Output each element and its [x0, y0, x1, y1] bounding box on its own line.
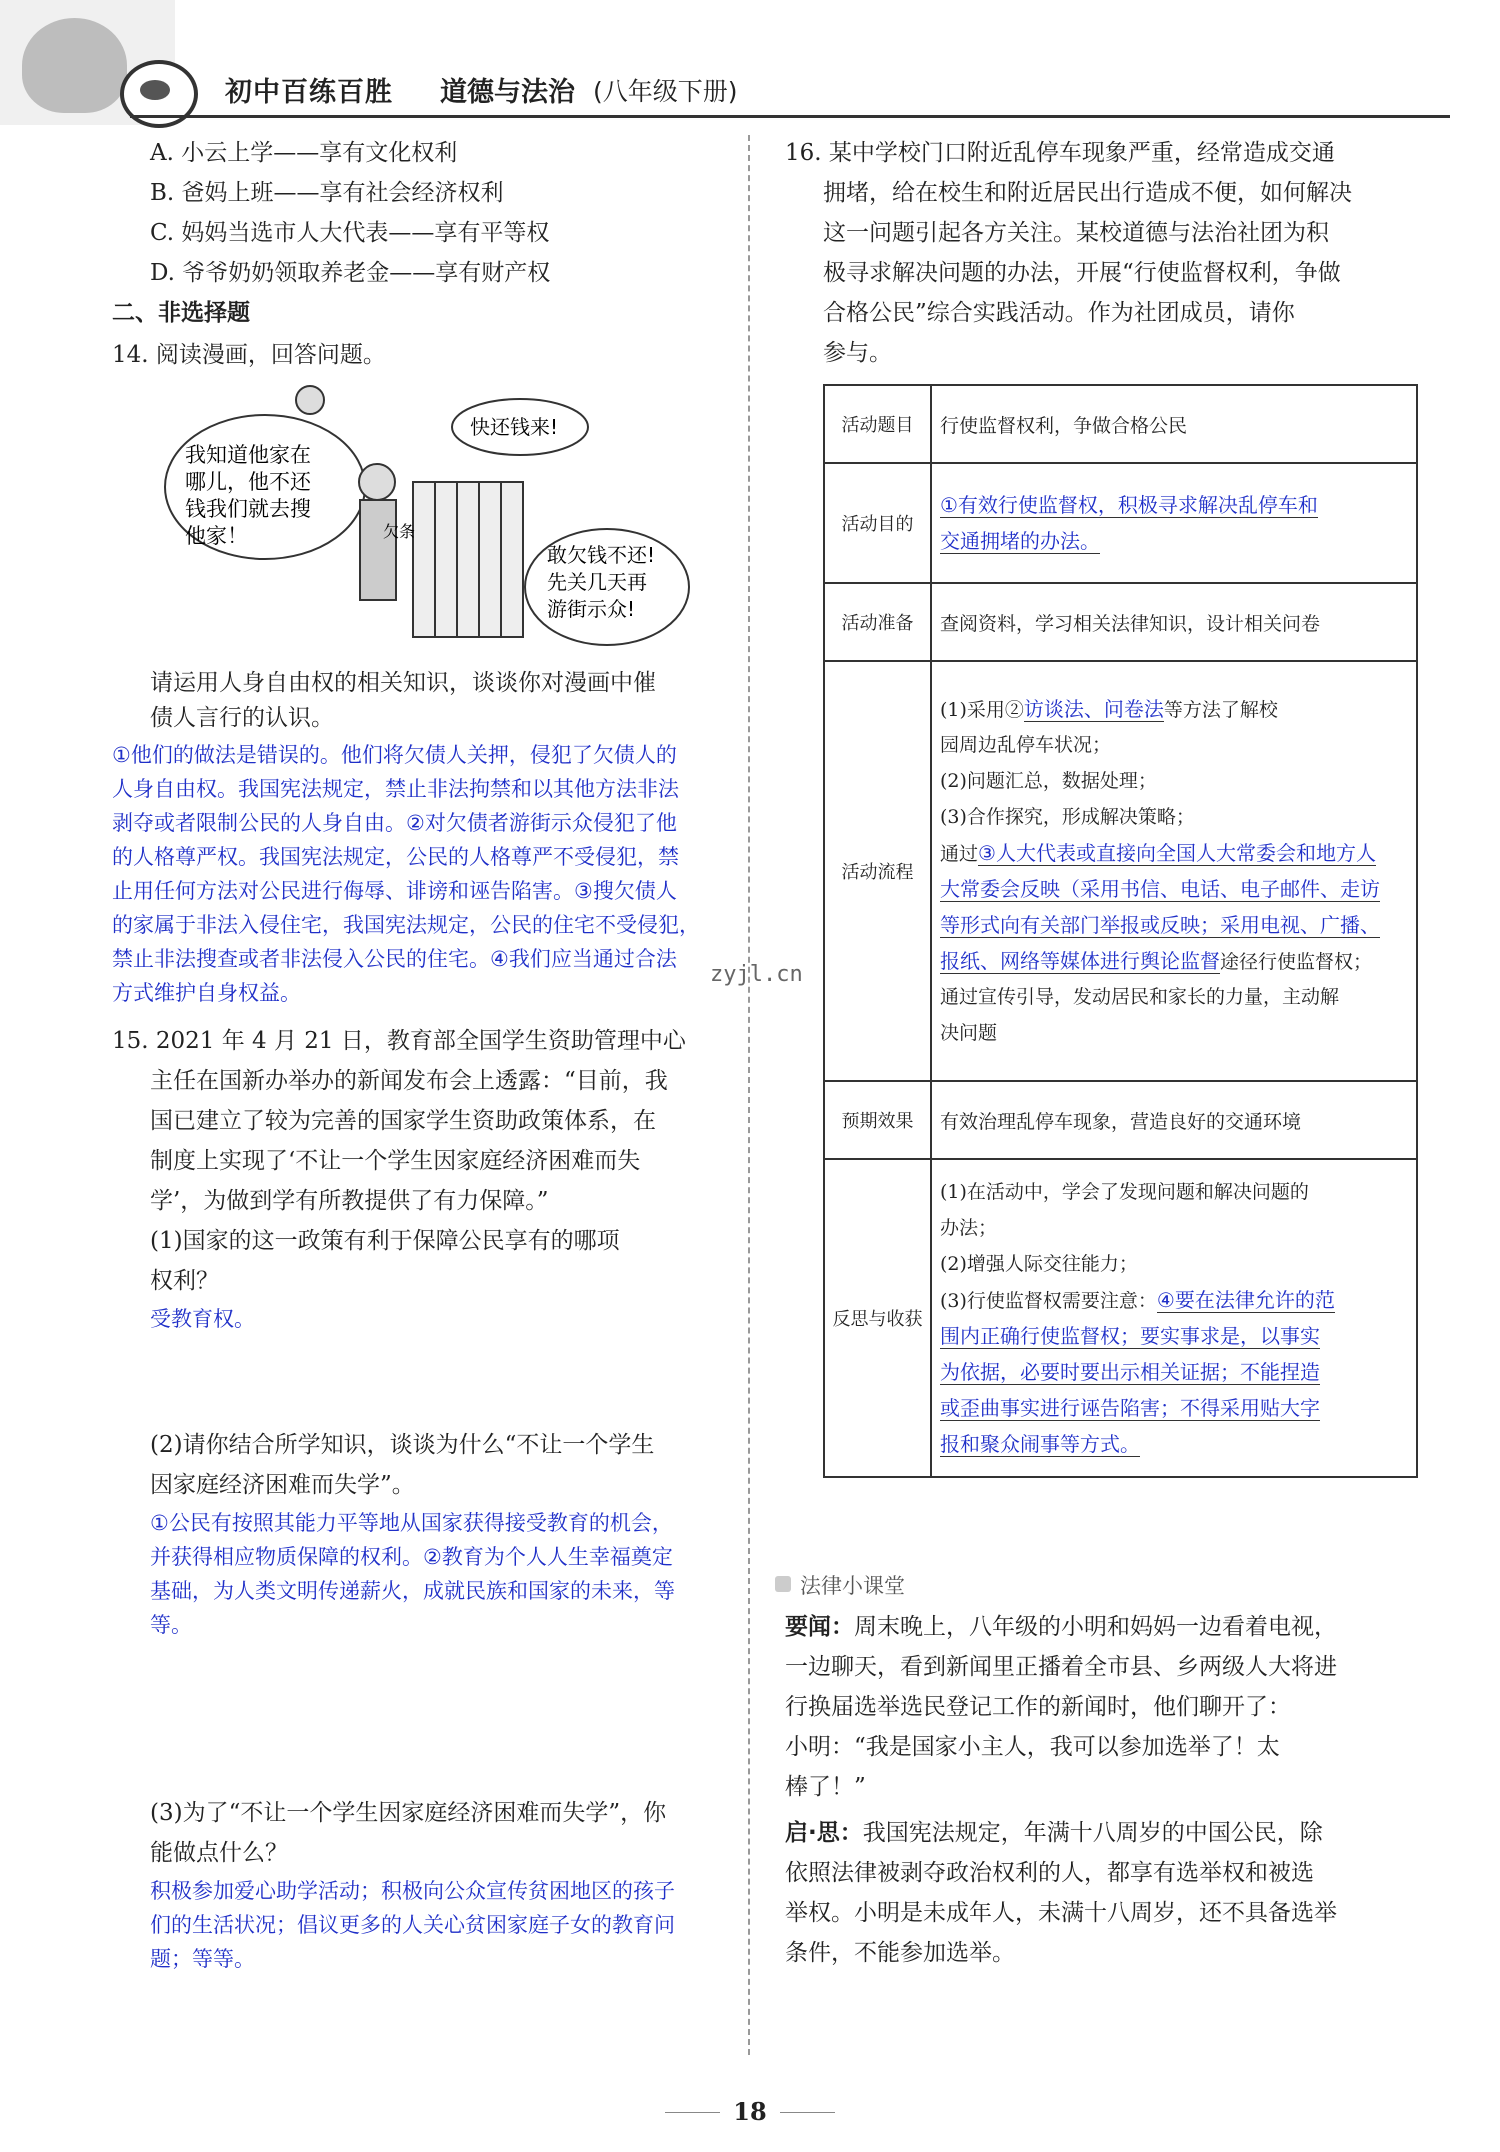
think-line: 条件，不能参加选举。	[785, 1940, 1015, 1966]
q14-answer-line: 止用任何方法对公民进行侮辱、诽谤和诬告陷害。③搜欠债人	[112, 879, 677, 903]
cage	[413, 482, 523, 637]
think-label: 启·思：	[785, 1820, 863, 1846]
cartoon-illustration	[155, 382, 695, 657]
q15-answer2-line: 并获得相应物质保障的权利。②教育为个人人生幸福奠定	[150, 1545, 673, 1569]
row-key: 活动目的	[824, 463, 931, 583]
grade-label: (八年级下册)	[593, 77, 738, 106]
q15-sub1-line: 权利？	[150, 1268, 219, 1294]
q15-answer3-line: 积极参加爱心助学活动；积极向公众宣传贫困地区的孩子	[150, 1879, 675, 1903]
answer-text: 或歪曲事实进行诬告陷害；不得采用贴大字	[940, 1396, 1320, 1420]
row-value	[931, 463, 1417, 583]
think-text: 我国宪法规定，年满十八周岁的中国公民，除	[862, 1820, 1323, 1846]
cell-text: (2)增强人际交往能力；	[940, 1253, 1138, 1275]
news-label: 要闻：	[785, 1614, 854, 1640]
table-row	[824, 463, 1417, 583]
think-line: 举权。小明是未成年人，未满十八周岁，还不具备选举	[785, 1900, 1337, 1926]
student-illustration	[22, 18, 127, 113]
cell-text: (1)在活动中，学会了发现问题和解决问题的	[940, 1181, 1309, 1203]
cell-text: 通过	[940, 843, 979, 865]
news-line	[785, 1612, 1337, 1642]
q16-stem-line: 拥堵，给在校生和附近居民出行造成不便，如何解决	[823, 180, 1352, 206]
subject-title: 道德与法治	[440, 77, 575, 108]
bubble1-line: 哪儿，他不还	[185, 470, 311, 494]
q14-answer-line: 方式维护自身权益。	[112, 981, 301, 1005]
q15-stem-line: 国已建立了较为完善的国家学生资助政策体系，在	[150, 1108, 656, 1134]
q15-sub2-line: (2)请你结合所学知识，谈谈为什么“不让一个学生	[150, 1432, 655, 1458]
q15-sub2-line: 因家庭经济困难而失学”。	[150, 1472, 415, 1498]
page-number: 18	[720, 2092, 780, 2132]
q15-answer3-line: 们的生活状况；倡议更多的人关心贫困家庭子女的教育问	[150, 1913, 675, 1937]
row-value: 有效治理乱停车现象，营造良好的交通环境	[931, 1081, 1417, 1159]
news-line: 小明：“我是国家小主人，我可以参加选举了！太	[785, 1734, 1280, 1760]
answer-text: 访谈法、问卷法	[1023, 697, 1164, 721]
q15-sub3-line: 能做点什么？	[150, 1840, 288, 1866]
answer-text: 报纸、网络等媒体进行舆论监督	[940, 949, 1220, 973]
answer-text: ①有效行使监督权，积极寻求解决乱停车和	[940, 493, 1318, 517]
bubble3-line: 游街示众!	[547, 597, 636, 621]
table-row	[824, 661, 1417, 1081]
cell-text: (2)问题汇总，数据处理；	[940, 770, 1157, 792]
q15-answer1: 受教育权。	[150, 1307, 255, 1331]
q15-answer3-line: 题；等等。	[150, 1947, 255, 1971]
q14-answer-line: 人身自由权。我国宪法规定，禁止非法拘禁和以其他方法非法	[112, 777, 679, 801]
row-value: 行使监督权利，争做合格公民	[931, 385, 1417, 463]
news-text: 周末晚上，八年级的小明和妈妈一边看着电视，	[854, 1614, 1337, 1640]
q15-stem-line: 制度上实现了‘不让一个学生因家庭经济困难而失	[150, 1148, 641, 1174]
section-heading: 二、非选择题	[112, 300, 250, 326]
table-row	[824, 1159, 1417, 1477]
header-rule	[130, 115, 1450, 118]
handcuffs-icon	[296, 386, 324, 414]
think-line	[785, 1818, 1323, 1848]
book-logo-center	[140, 80, 170, 100]
q16-stem-line: 合格公民”综合实践活动。作为社团成员，请你	[823, 300, 1295, 326]
column-divider	[748, 135, 750, 2055]
answer-text: 报和聚众闹事等方式。	[940, 1432, 1140, 1456]
answer-text: 交通拥堵的办法。	[940, 529, 1100, 553]
q15-sub3-line: (3)为了“不让一个学生因家庭经济困难而失学”，你	[150, 1800, 667, 1826]
q15-stem-line: 主任在国新办举办的新闻发布会上透露：“目前，我	[150, 1068, 668, 1094]
q16-stem-line: 16. 某中学校门口附近乱停车现象严重，经常造成交通	[785, 140, 1335, 166]
answer-text: 等形式向有关部门举报或反映；采用电视、广播、	[940, 913, 1380, 937]
iou-note: 欠条	[383, 522, 416, 541]
q15-answer2-line: ①公民有按照其能力平等地从国家获得接受教育的机会，	[150, 1511, 673, 1535]
cell-text: (3)行使监督权需要注意：	[940, 1290, 1157, 1312]
q15-answer2-line: 等。	[150, 1613, 192, 1637]
table-row	[824, 583, 1417, 661]
table-row	[824, 385, 1417, 463]
news-line: 棒了！”	[785, 1774, 866, 1800]
q14-prompt-line: 债人言行的认识。	[150, 705, 334, 731]
option-a: A. 小云上学——享有文化权利	[150, 140, 458, 166]
row-value: 查阅资料，学习相关法律知识，设计相关问卷	[931, 583, 1417, 661]
q14-answer-line: 的人格尊严权。我国宪法规定，公民的人格尊严不受侵犯，禁	[112, 845, 679, 869]
q15-stem-line: 15. 2021 年 4 月 21 日，教育部全国学生资助管理中心	[112, 1028, 686, 1054]
activity-table	[823, 384, 1418, 1478]
q15-answer2-line: 基础，为人类文明传递薪火，成就民族和国家的未来，等	[150, 1579, 675, 1603]
cell-text: 等方法了解校	[1163, 699, 1278, 721]
q14-answer-line: 的家属于非法入侵住宅，我国宪法规定，公民的住宅不受侵犯，	[112, 913, 700, 937]
book-title: 初中百练百胜	[225, 77, 393, 108]
bubble2-text: 快还钱来!	[470, 415, 559, 439]
row-key: 活动准备	[824, 583, 931, 661]
law-class-title: 法律小课堂	[800, 1574, 905, 1598]
option-d: D. 爷爷奶奶领取养老金——享有财产权	[150, 260, 551, 286]
watermark: zyjl.cn	[710, 962, 803, 987]
think-line: 依照法律被剥夺政治权利的人，都享有选举权和被选	[785, 1860, 1314, 1886]
cell-text: 园周边乱停车状况；	[940, 734, 1112, 756]
row-value	[931, 1159, 1417, 1477]
q16-stem-line: 参与。	[823, 340, 892, 366]
q14-answer-line: 剥夺或者限制公民的人身自由。②对欠债者游街示众侵犯了他	[112, 811, 677, 835]
q16-stem-line: 极寻求解决问题的办法，开展“行使监督权利，争做	[823, 260, 1341, 286]
bubble1-line: 钱我们就去搜	[185, 497, 311, 521]
row-key: 活动流程	[824, 661, 931, 1081]
option-b: B. 爸妈上班——享有社会经济权利	[150, 180, 504, 206]
row-key: 活动题目	[824, 385, 931, 463]
bubble3-line: 敢欠钱不还!	[547, 543, 656, 567]
row-value	[931, 661, 1417, 1081]
bubble1-line: 他家！	[185, 524, 248, 548]
bubble3-line: 先关几天再	[547, 570, 647, 594]
row-key: 反思与收获	[824, 1159, 931, 1477]
answer-text: ④要在法律允许的范	[1156, 1288, 1335, 1312]
bubble1-line: 我知道他家在	[185, 443, 311, 467]
creditor-figure	[359, 464, 395, 500]
cell-text: (3)合作探究，形成解决策略；	[940, 806, 1195, 828]
law-class-icon	[775, 1576, 791, 1592]
answer-text: 大常委会反映（采用书信、电话、电子邮件、走访	[940, 877, 1380, 901]
q15-sub1-line: (1)国家的这一政策有利于保障公民享有的哪项	[150, 1228, 620, 1254]
answer-text: 围内正确行使监督权；要实事求是，以事实	[940, 1324, 1320, 1348]
q14-prompt-line: 请运用人身自由权的相关知识，谈谈你对漫画中催	[150, 670, 656, 696]
cell-text: 途径行使监督权；	[1220, 951, 1373, 973]
table-row	[824, 1081, 1417, 1159]
q14-stem: 14. 阅读漫画，回答问题。	[112, 342, 386, 368]
answer-text: 为依据，必要时要出示相关证据；不能捏造	[940, 1360, 1320, 1384]
cell-text: 通过宣传引导，发动居民和家长的力量，主动解	[940, 986, 1340, 1008]
q14-answer-line: ①他们的做法是错误的。他们将欠债人关押，侵犯了欠债人的	[112, 743, 677, 767]
news-line: 行换届选举选民登记工作的新闻时，他们聊开了：	[785, 1694, 1291, 1720]
q16-stem-line: 这一问题引起各方关注。某校道德与法治社团为积	[823, 220, 1329, 246]
row-key: 预期效果	[824, 1081, 931, 1159]
answer-text: ③人大代表或直接向全国人大常委会和地方人	[978, 841, 1376, 865]
cell-text: 决问题	[940, 1022, 998, 1044]
q15-stem-line: 学’，为做到学有所教提供了有力保障。”	[150, 1188, 549, 1214]
cell-text: (1)采用②	[940, 699, 1024, 721]
news-line: 一边聊天，看到新闻里正播着全市县、乡两级人大将进	[785, 1654, 1337, 1680]
q14-answer-line: 禁止非法搜查或者非法侵入公民的住宅。④我们应当通过合法	[112, 947, 677, 971]
option-c: C. 妈妈当选市人大代表——享有平等权	[150, 220, 550, 246]
cell-text: 办法；	[940, 1217, 998, 1239]
